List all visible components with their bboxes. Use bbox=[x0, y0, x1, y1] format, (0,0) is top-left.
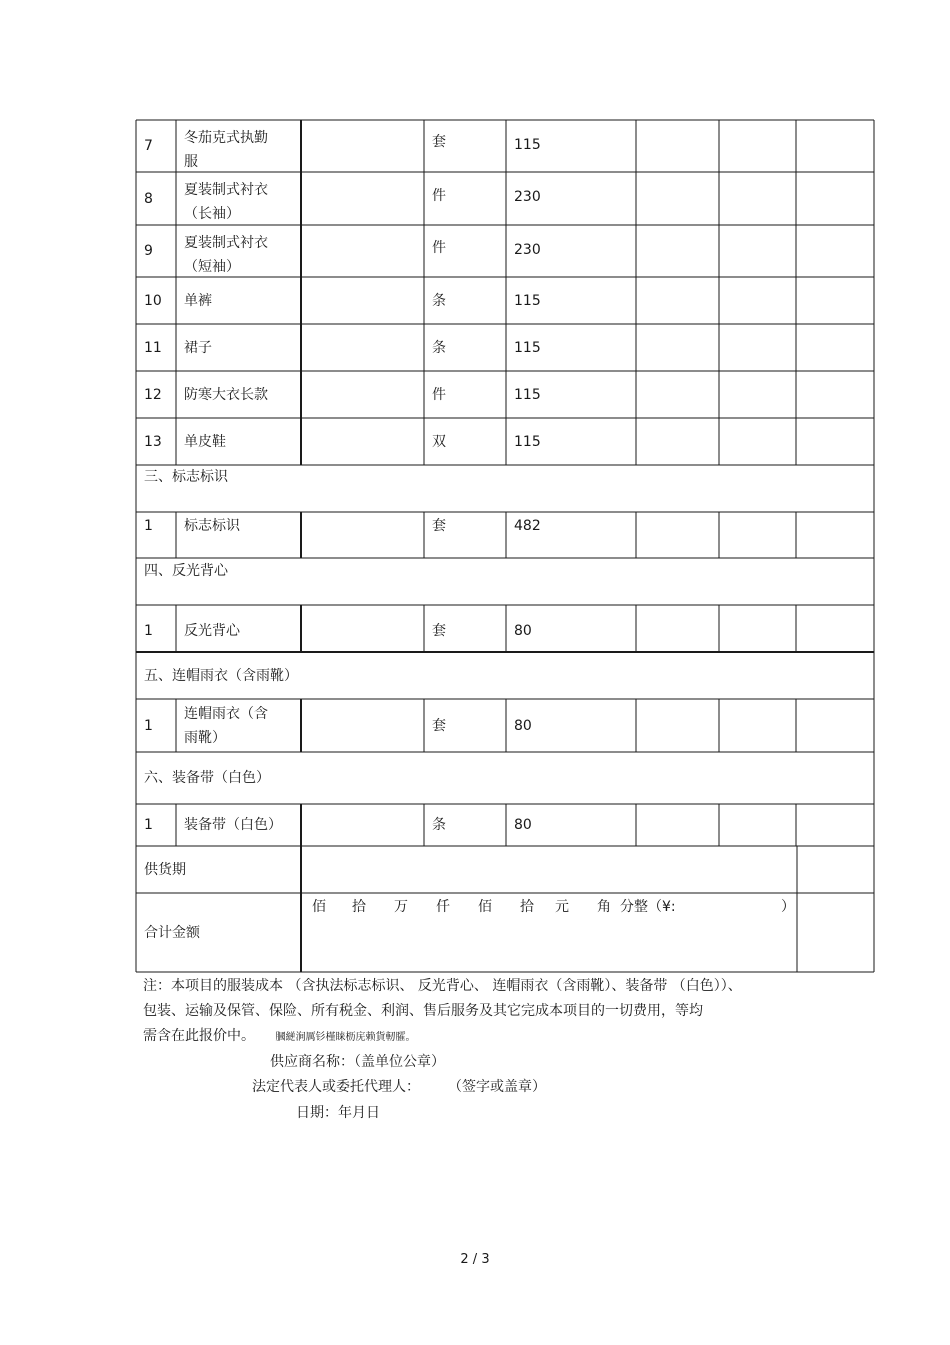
row-unit: 条 bbox=[432, 817, 446, 833]
amount-close-paren: ） bbox=[781, 899, 795, 915]
unit-shi: 拾 bbox=[520, 899, 534, 915]
row-qty: 115 bbox=[514, 137, 541, 153]
row-name-line: （长袖） bbox=[184, 206, 240, 222]
row-qty: 482 bbox=[514, 518, 541, 534]
row-qty: 115 bbox=[514, 433, 541, 450]
row-no: 13 bbox=[144, 433, 162, 450]
unit-wan: 万 bbox=[394, 899, 408, 915]
row-qty: 115 bbox=[514, 292, 541, 309]
date-label: 日期：年月日 bbox=[296, 1105, 380, 1121]
row-name: 反光背心 bbox=[184, 622, 240, 639]
unit-qian: 仟 bbox=[436, 899, 450, 915]
note-line-3 bbox=[143, 1024, 415, 1050]
row-qty: 230 bbox=[514, 242, 541, 258]
row-name: 防寒大衣长款 bbox=[184, 386, 268, 403]
total-amount-label: 合计金额 bbox=[144, 924, 200, 941]
row-no: 1 bbox=[144, 518, 153, 534]
section-title: 四、反光背心 bbox=[144, 563, 228, 579]
section-title: 六、装备带（白色） bbox=[144, 770, 270, 786]
row-qty: 80 bbox=[514, 817, 532, 833]
legal-rep-label: 法定代表人或委托代理人： bbox=[252, 1079, 420, 1095]
row-unit: 套 bbox=[432, 518, 446, 534]
row-qty: 80 bbox=[514, 717, 532, 734]
note-line-1: 注：本项目的服装成本 （含执法标志标识、 反光背心、 连帽雨衣（含雨靴）、装备带 （白色））、 bbox=[143, 978, 742, 994]
row-no: 8 bbox=[144, 190, 153, 207]
row-unit: 套 bbox=[432, 134, 446, 150]
row-qty: 230 bbox=[514, 189, 541, 205]
unit-jiao: 角 bbox=[597, 899, 611, 915]
note-line-3-text: 需含在此报价中。 bbox=[143, 1028, 255, 1044]
row-qty: 80 bbox=[514, 622, 532, 639]
row-unit: 件 bbox=[432, 188, 446, 204]
supply-period-label: 供货期 bbox=[144, 861, 186, 878]
unit-bai: 佰 bbox=[312, 899, 326, 915]
row-name-line: 雨靴） bbox=[184, 730, 226, 746]
row-name-line: 冬茄克式执勤 bbox=[184, 130, 268, 146]
unit-fen-symbol: 分整（¥: bbox=[620, 899, 676, 915]
row-name bbox=[176, 225, 301, 277]
section-title: 五、连帽雨衣（含雨靴） bbox=[144, 667, 298, 684]
row-unit: 条 bbox=[432, 339, 446, 356]
note-garbled-text: 膕縌涧厲钐槿睐枥庑赖貨軔臛。 bbox=[275, 1032, 416, 1043]
row-name-line: 夏装制式衬衣 bbox=[184, 235, 268, 251]
row-no: 9 bbox=[144, 243, 153, 259]
row-name bbox=[176, 120, 301, 172]
row-no: 11 bbox=[144, 339, 162, 356]
row-no: 1 bbox=[144, 717, 153, 734]
row-name-line: 夏装制式衬衣 bbox=[184, 182, 268, 198]
row-name bbox=[176, 172, 301, 225]
row-name-line: 连帽雨衣（含 bbox=[184, 706, 268, 722]
unit-shi: 拾 bbox=[352, 899, 366, 915]
row-no: 10 bbox=[144, 292, 162, 309]
row-qty: 115 bbox=[514, 386, 541, 403]
row-unit: 套 bbox=[432, 622, 446, 639]
row-name: 裙子 bbox=[184, 339, 212, 356]
row-unit: 件 bbox=[432, 386, 446, 403]
row-unit: 套 bbox=[432, 717, 446, 734]
row-name-line: 服 bbox=[184, 154, 198, 170]
row-no: 1 bbox=[144, 622, 153, 639]
section-title: 三、标志标识 bbox=[144, 469, 228, 485]
row-name: 单皮鞋 bbox=[184, 433, 226, 450]
row-no: 7 bbox=[144, 138, 153, 154]
unit-yuan: 元 bbox=[555, 899, 569, 915]
row-name-line: （短袖） bbox=[184, 259, 240, 275]
row-name: 标志标识 bbox=[184, 518, 240, 534]
row-unit: 件 bbox=[432, 240, 446, 256]
note-line-2: 包装、运输及保管、保险、所有税金、利润、售后服务及其它完成本项目的一切费用，等均 bbox=[143, 1003, 703, 1019]
supplier-name-label: 供应商名称：（盖单位公章） bbox=[270, 1054, 445, 1070]
signature-note: （签字或盖章） bbox=[448, 1079, 546, 1095]
row-name: 单裤 bbox=[184, 292, 212, 309]
row-no: 1 bbox=[144, 817, 153, 833]
row-name bbox=[176, 699, 301, 752]
row-name: 装备带（白色） bbox=[184, 817, 282, 833]
row-no: 12 bbox=[144, 386, 162, 403]
page-number: 2 / 3 bbox=[460, 1252, 490, 1267]
unit-bai: 佰 bbox=[478, 899, 492, 915]
row-unit: 条 bbox=[432, 292, 446, 309]
row-qty: 115 bbox=[514, 339, 541, 356]
row-unit: 双 bbox=[432, 433, 446, 450]
